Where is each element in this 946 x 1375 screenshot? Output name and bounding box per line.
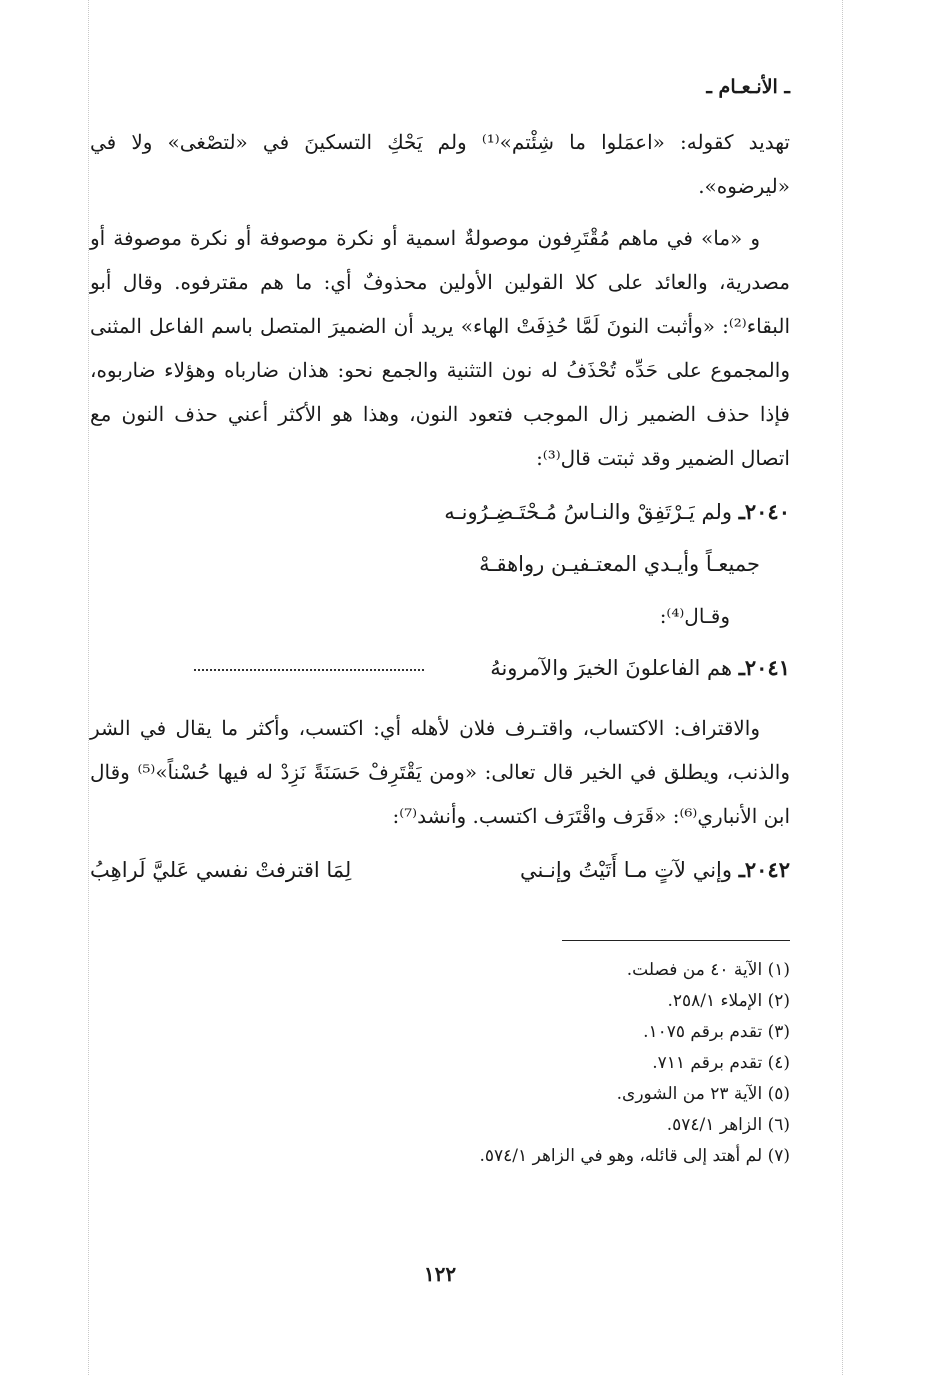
footnote: (١) الآية ٤٠ من فصلت. [626, 960, 790, 980]
verse-number: ٢٠٤١ـ [738, 655, 790, 680]
ellipsis-dots [194, 669, 424, 671]
paragraph-1: تهديد كقوله: «اعمَلوا ما شِئْتم»⁽¹⁾ ولم يَحْكِ التسكينَ في «لتصْغى» ولا في «ليرضوه». [90, 130, 790, 198]
verse-hemistich: لِمَا اقترفتْ نفسي عَليَّ لَراهِبُ [90, 858, 352, 882]
page-body [90, 70, 790, 1310]
paragraph-3: والاقتراف: الاكتساب، واقتـرف فلان لأهله أي: اكتسب، وأكثر ما يقال في الشر والذنب، ويطلق في الخير قال تعالى: «ومن يَقْتَرِفْ حَسَنَةً نَزِدْ له فيها حُسْناً»⁽⁵⁾ وقال ابن الأنباري⁽⁶⁾: «قَرَف واقْتَرَف اكتسب. وأنشد⁽⁷⁾: [90, 716, 790, 828]
verse-hemistich: ولم يَـرْتَفِقْ والنـاسُ مُـحْتَـضِـرُونـه [444, 500, 733, 524]
footnote: (٥) الآية ٢٣ من الشورى. [616, 1084, 790, 1104]
margin-guide-right [842, 0, 843, 1375]
verse-hemistich: جميعـاً وأيـدي المعتـفيـن رواهقـهْ [479, 552, 760, 576]
footnote: (٤) تقدم برقم ٧١١. [652, 1053, 790, 1073]
verse-number: ٢٠٤٢ـ [738, 857, 790, 882]
verse-hemistich: هم الفاعلونَ الخيرَ والآمرونهُ [490, 656, 733, 680]
footnote: (٢) الإملاء ٢٥٨/١. [667, 991, 790, 1011]
running-header: ـ الأنـعـام ـ [706, 76, 790, 98]
verse-2040-line-1 [90, 488, 790, 536]
verse-2042 [90, 846, 790, 894]
verse-2040-line-2 [90, 540, 790, 588]
qala-line: وقـال⁽⁴⁾: [659, 604, 730, 628]
verse-2041 [90, 644, 790, 692]
verse-first-half [520, 846, 790, 894]
footnote: (٧) لم أهتد إلى قائله، وهو في الزاهر ٥٧٤/١. [479, 1146, 790, 1166]
footnote: (٦) الزاهر ٥٧٤/١. [666, 1115, 790, 1135]
verse-hemistich: وإني لآتٍ مـا أَتَيْتُ وإنـني [520, 858, 733, 882]
verse-number: ٢٠٤٠ـ [738, 499, 790, 524]
paragraph-2: و «ما» في ماهم مُقْتَرِفون موصولةٌ اسمية أو نكرة موصوفة أو نكرة موصوفة أو مصدرية، والعائد على كلا القولين الأولين محذوفٌ أي: ما هم مقترفوه. وقال أبو البقاء⁽²⁾: «وأثبت النونَ لَمَّا حُذِفَتْ الهاء» يريد أن الضميرَ المتصل باسم الفاعل المثنى والمجموع على حَدِّه تُحْذَفُ له نون التثنية والجمع نحو: هذان ضارباه وهؤلاء ضاربوه، فإذا حذف الضمير زال الموجب فتعود النون، وهذا هو الأكثر أعني حذف النون مع اتصال الضمير وقد ثبتت قال⁽³⁾: [90, 226, 790, 470]
margin-guide-left [88, 0, 89, 1375]
footnotes [90, 955, 790, 1172]
footnote: (٣) تقدم برقم ١٠٧٥. [643, 1022, 790, 1042]
page-number: ١٢٢ [423, 1262, 457, 1286]
footnote-rule [562, 940, 790, 941]
